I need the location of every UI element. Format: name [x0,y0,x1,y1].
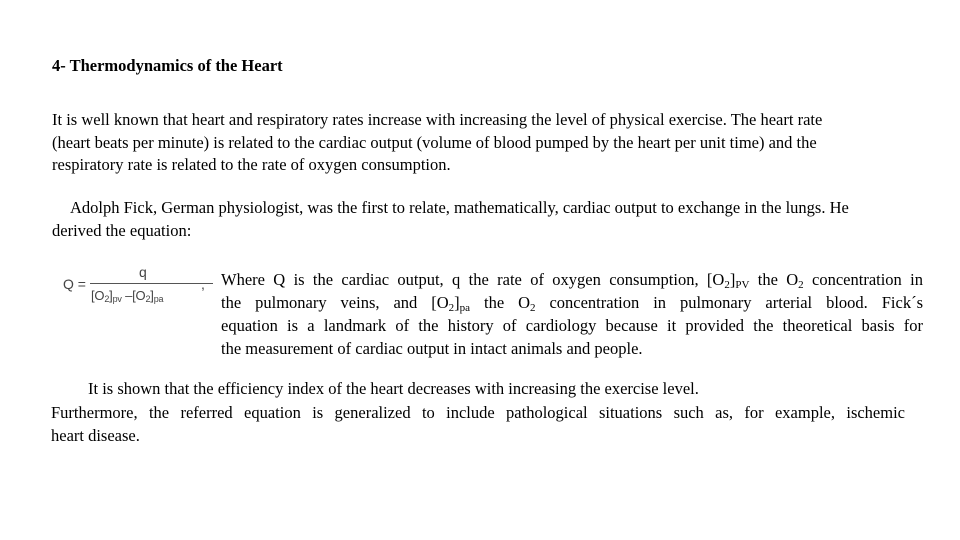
text-line: derived the equation: [52,220,192,240]
text-line: the pulmonary veins, and $[O_2]_{pa}$ the $O_2$ concentration in pulmonary arterial blood. Fick´s [221,293,923,314]
text-line: heart disease. [51,426,140,445]
text-line: Furthermore, the referred equation is generalized to include pathological situations such as, for example, ischemic [51,402,905,422]
equation-comma: , [201,276,205,292]
section-heading: 4- Thermodynamics of the Heart [52,56,283,75]
equation-lhs: Q = [63,276,86,292]
text-line: respiratory rate is related to the rate of oxygen consumption. [52,155,451,174]
text-line: the measurement of cardiac output in intact animals and people. [221,339,643,358]
equation-numerator: q [139,264,147,280]
paragraph-equation-explanation [221,268,923,360]
fick-equation-image [63,264,213,312]
text-line: (heart beats per minute) is related to the cardiac output (volume of blood pumped by the heart per unit time) and the [52,132,817,152]
paragraph-intro [52,109,907,177]
text-line: equation is a landmark of the history of cardiology because it provided the theoretical basis for [221,316,923,335]
text-line: Where Q is the cardiac output, q the rate of oxygen consumption, $[O_2]_{PV}$ the $O_2$ concentration in [221,270,923,291]
paragraph-efficiency [51,377,905,448]
fraction-bar [90,283,213,284]
equation-denominator: $[O_2]_{pv}$ $-[O_2]_{pa}$ [91,288,164,304]
text-line: Adolph Fick, German physiologist, was the first to relate, mathematically, cardiac output to exchange in the lungs. He [70,198,849,217]
paragraph-fick [52,197,932,242]
text-line: It is well known that heart and respiratory rates increase with increasing the level of physical exercise. The heart rate [52,110,823,129]
text-line: It is shown that the efficiency index of the heart decreases with increasing the exercise level. [88,379,699,398]
